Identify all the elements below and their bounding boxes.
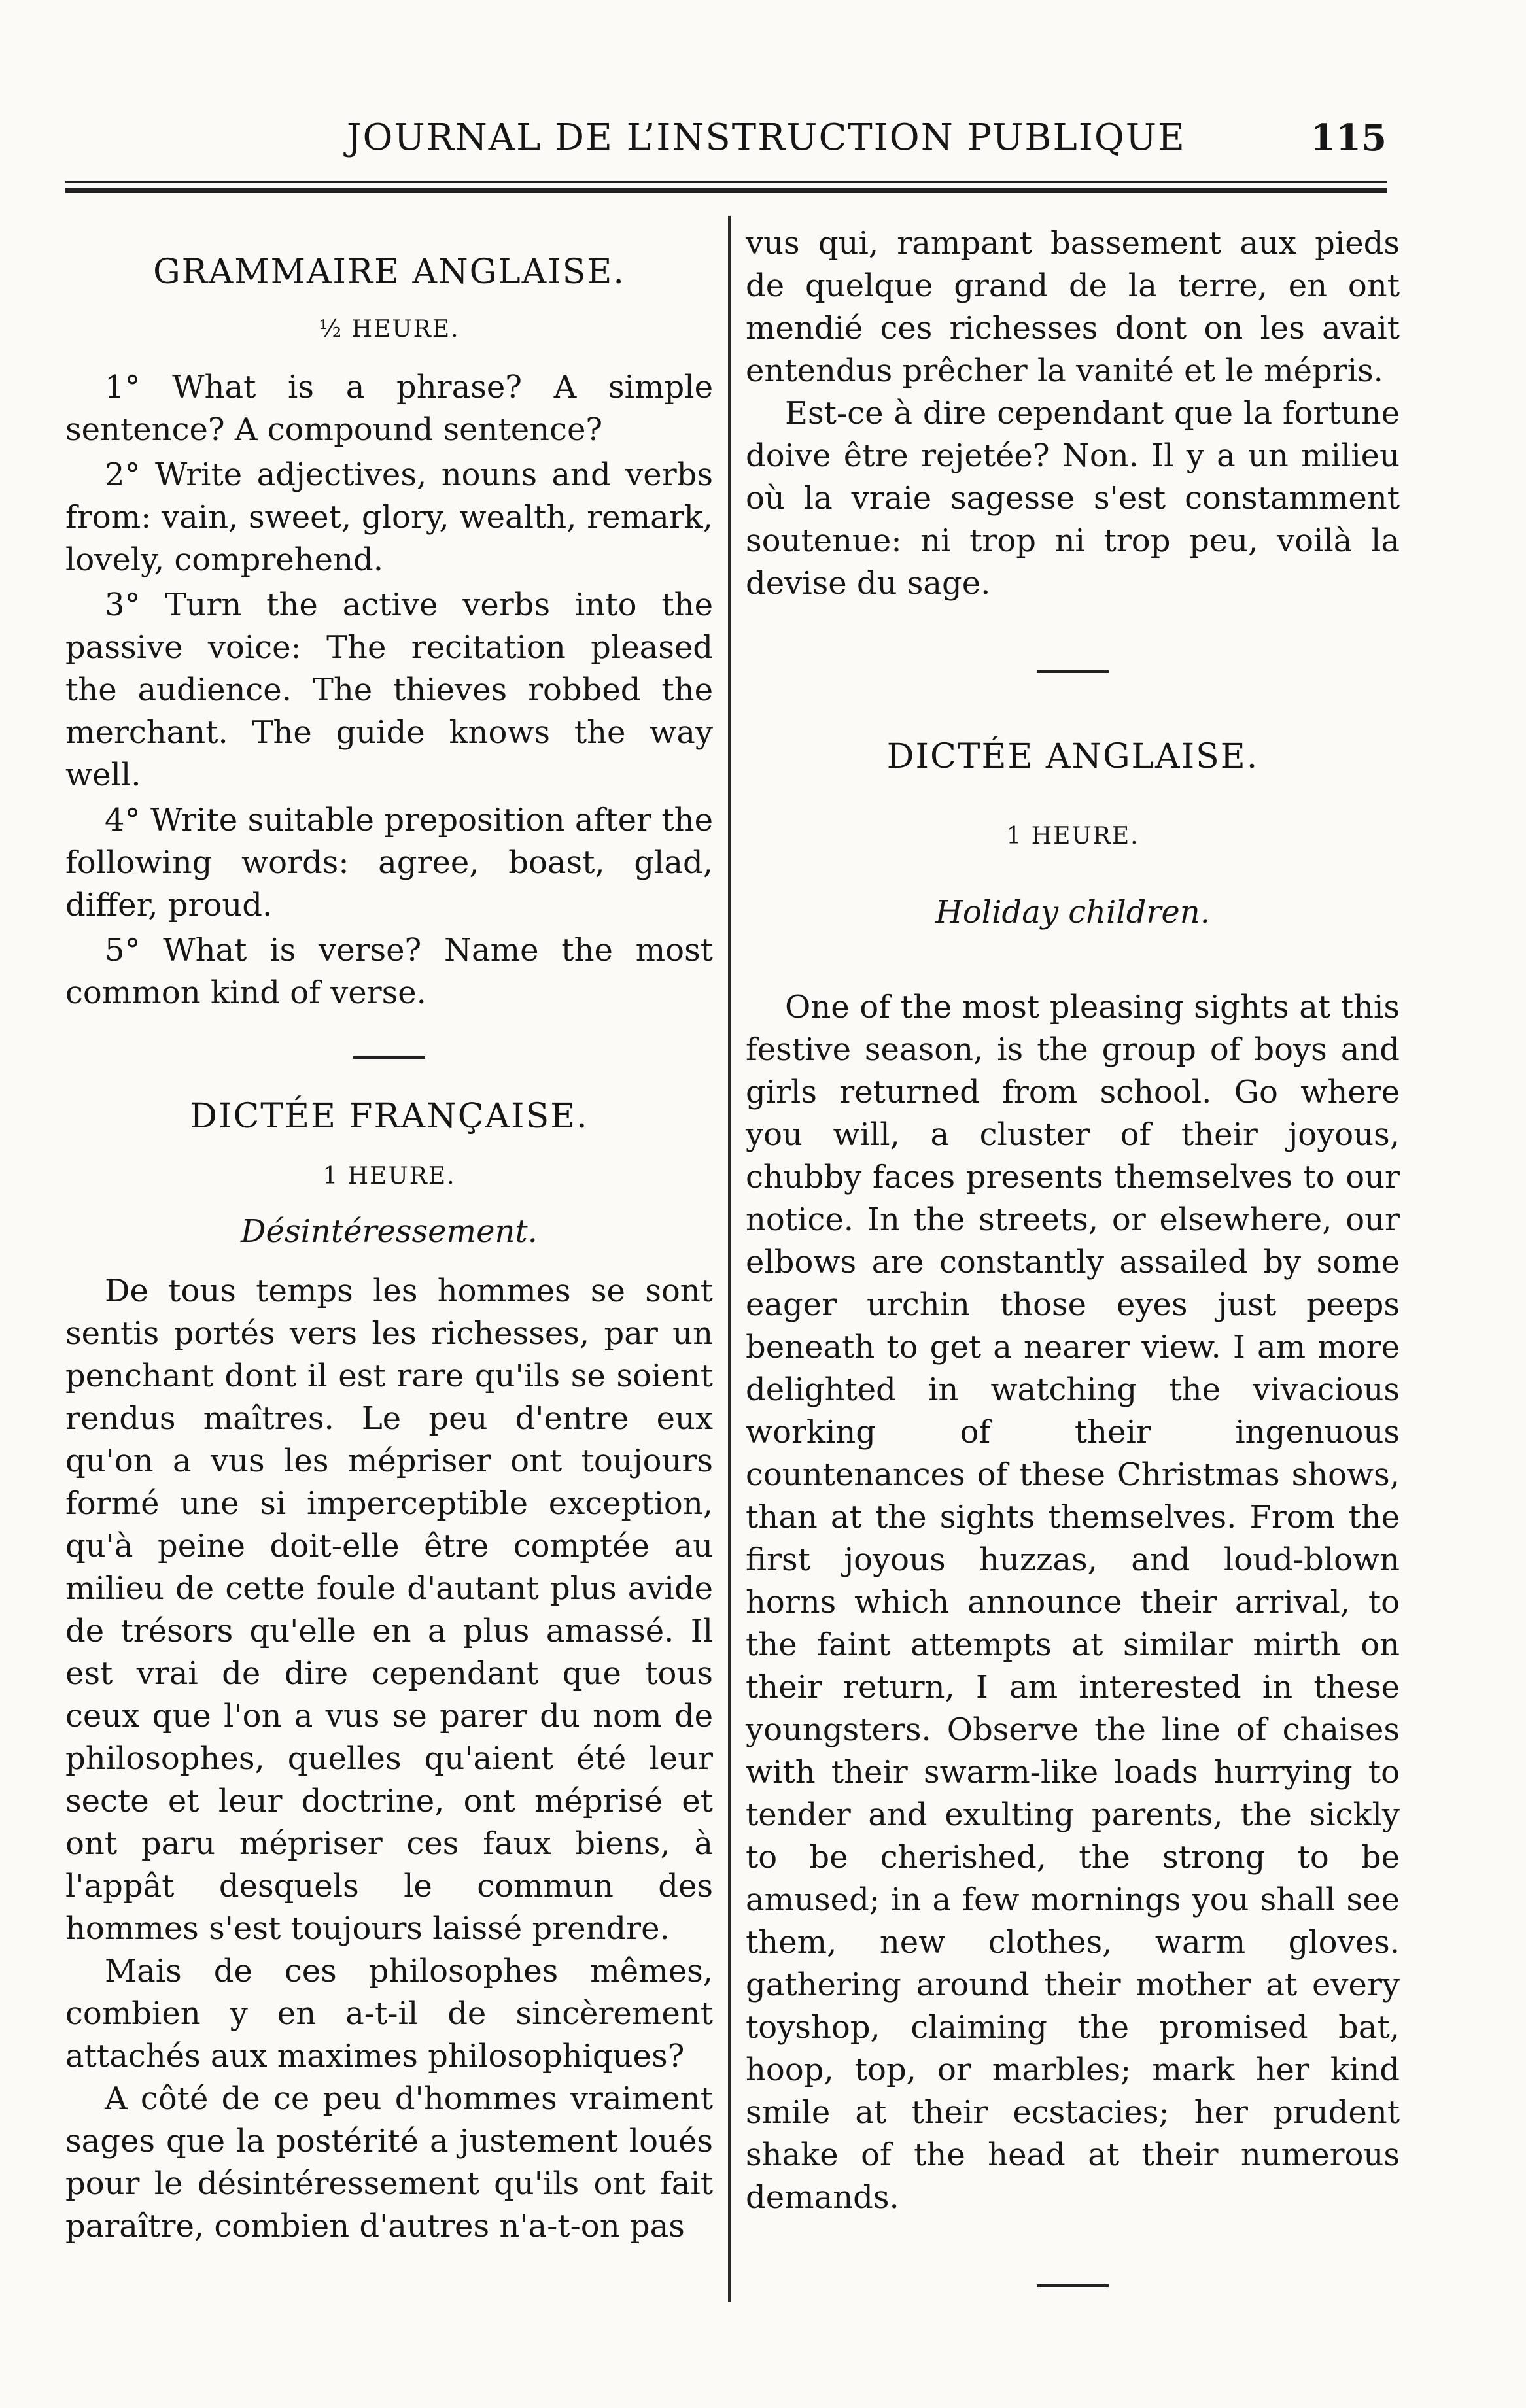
section-separator bbox=[1037, 2284, 1109, 2287]
running-header bbox=[65, 111, 1387, 170]
paragraph: One of the most pleasing sights at this festive season, is the group of boys and girls returned from school. Go where you will, a cluster of their joyous, chubby faces presents themselves to our notice. In the streets, or elsewhere, our elbows are constantly assailed by some eager urchin those eyes just peeps beneath to get a nearer view. I am more delighted in watching the vivacious working of their ingenuous countenances of these Christmas shows, than at the sights themselves. From the first joyous huzzas, and loud-blown horns which announce their arrival, to the faint attempts at similar mirth on their return, I am interested in these youngsters. Observe the line of chaises with their swarm-like loads hurrying to tender and exulting parents, the sickly to be cherished, the strong to be amused; in a few mornings you shall see them, new clothes, warm gloves. gathering around their mother at every toyshop, claiming the promised bat, hoop, top, or marbles; mark her kind smile at their ecstacies; her prudent shake of the head at their numerous demands. bbox=[746, 989, 1400, 2216]
section-title: GRAMMAIRE ANGLAISE. bbox=[153, 252, 625, 292]
dictee-anglaise-section bbox=[746, 736, 1400, 2219]
section-duration: 1 HEURE. bbox=[322, 1163, 456, 1190]
column-divider bbox=[728, 216, 731, 2302]
question: 3° Turn the active verbs into the passive voice: The recitation pleased the audience. The thieves robbed the merchant. The guide knows the way well. bbox=[65, 587, 713, 793]
dictation-subtitle: Holiday children. bbox=[935, 894, 1210, 931]
paragraph: Mais de ces philosophes mêmes, combien y en a-t-il de sincèrement attachés aux maximes philosophiques? bbox=[65, 1953, 713, 2074]
section-title: DICTÉE ANGLAISE. bbox=[886, 737, 1259, 776]
paragraph: vus qui, rampant bassement aux pieds de quelque grand de la terre, en ont mendié ces richesses dont on les avait entendus prêcher la vanité et le mépris. bbox=[746, 225, 1400, 389]
section-title: DICTÉE FRANÇAISE. bbox=[190, 1097, 589, 1136]
paragraph: Est-ce à dire cependant que la fortune doive être rejetée? Non. Il y a un milieu où la vraie sagesse s'est constamment soutenue: ni trop ni trop peu, voilà la devise du sage. bbox=[746, 395, 1400, 602]
question: 5° What is verse? Name the most common kind of verse. bbox=[65, 932, 713, 1011]
question: 1° What is a phrase? A simple sentence? A compound sentence? bbox=[65, 369, 713, 448]
question: 4° Write suitable preposition after the following words: agree, boast, glad, differ, proud. bbox=[65, 802, 713, 923]
section-separator bbox=[1037, 670, 1109, 673]
left-column bbox=[65, 222, 713, 2248]
right-column bbox=[746, 222, 1400, 2287]
page-number: 115 bbox=[1310, 116, 1387, 160]
dictee-francaise-section bbox=[65, 1095, 713, 2248]
question: 2° Write adjectives, nouns and verbs from: vain, sweet, glory, wealth, remark, lovely, comprehend. bbox=[65, 456, 713, 578]
running-title: JOURNAL DE L’INSTRUCTION PUBLIQUE bbox=[347, 116, 1186, 159]
header-rule-thick bbox=[65, 188, 1387, 193]
section-separator bbox=[353, 1056, 425, 1059]
section-duration: ½ HEURE. bbox=[319, 316, 460, 343]
dictation-subtitle: Désintéressement. bbox=[241, 1213, 538, 1250]
section-duration: 1 HEURE. bbox=[1006, 823, 1139, 850]
header-rule-thin bbox=[65, 181, 1387, 183]
paragraph: De tous temps les hommes se sont sentis portés vers les richesses, par un penchant dont il est rare qu'ils se soient rendus maîtres. Le peu d'entre eux qu'on a vus les mépriser ont toujours formé une si imperceptible exception, qu'à peine doit-elle être comptée au milieu de cette foule d'autant plus avide de trésors qu'elle en a plus amassé. Il est vrai de dire cependant que tous ceux que l'on a vus se parer du nom de philosophes, quelles qu'aient été leur secte et leur doctrine, ont méprisé et ont paru mépriser ces faux biens, à l'appât desquels le commun des hommes s'est toujours laissé prendre. bbox=[65, 1273, 713, 1947]
grammaire-anglaise-section bbox=[65, 251, 713, 1014]
paragraph: A côté de ce peu d'hommes vraiment sages que la postérité a justement loués pour le désintéressement qu'ils ont fait paraître, combien d'autres n'a-t-on pas bbox=[65, 2080, 713, 2245]
